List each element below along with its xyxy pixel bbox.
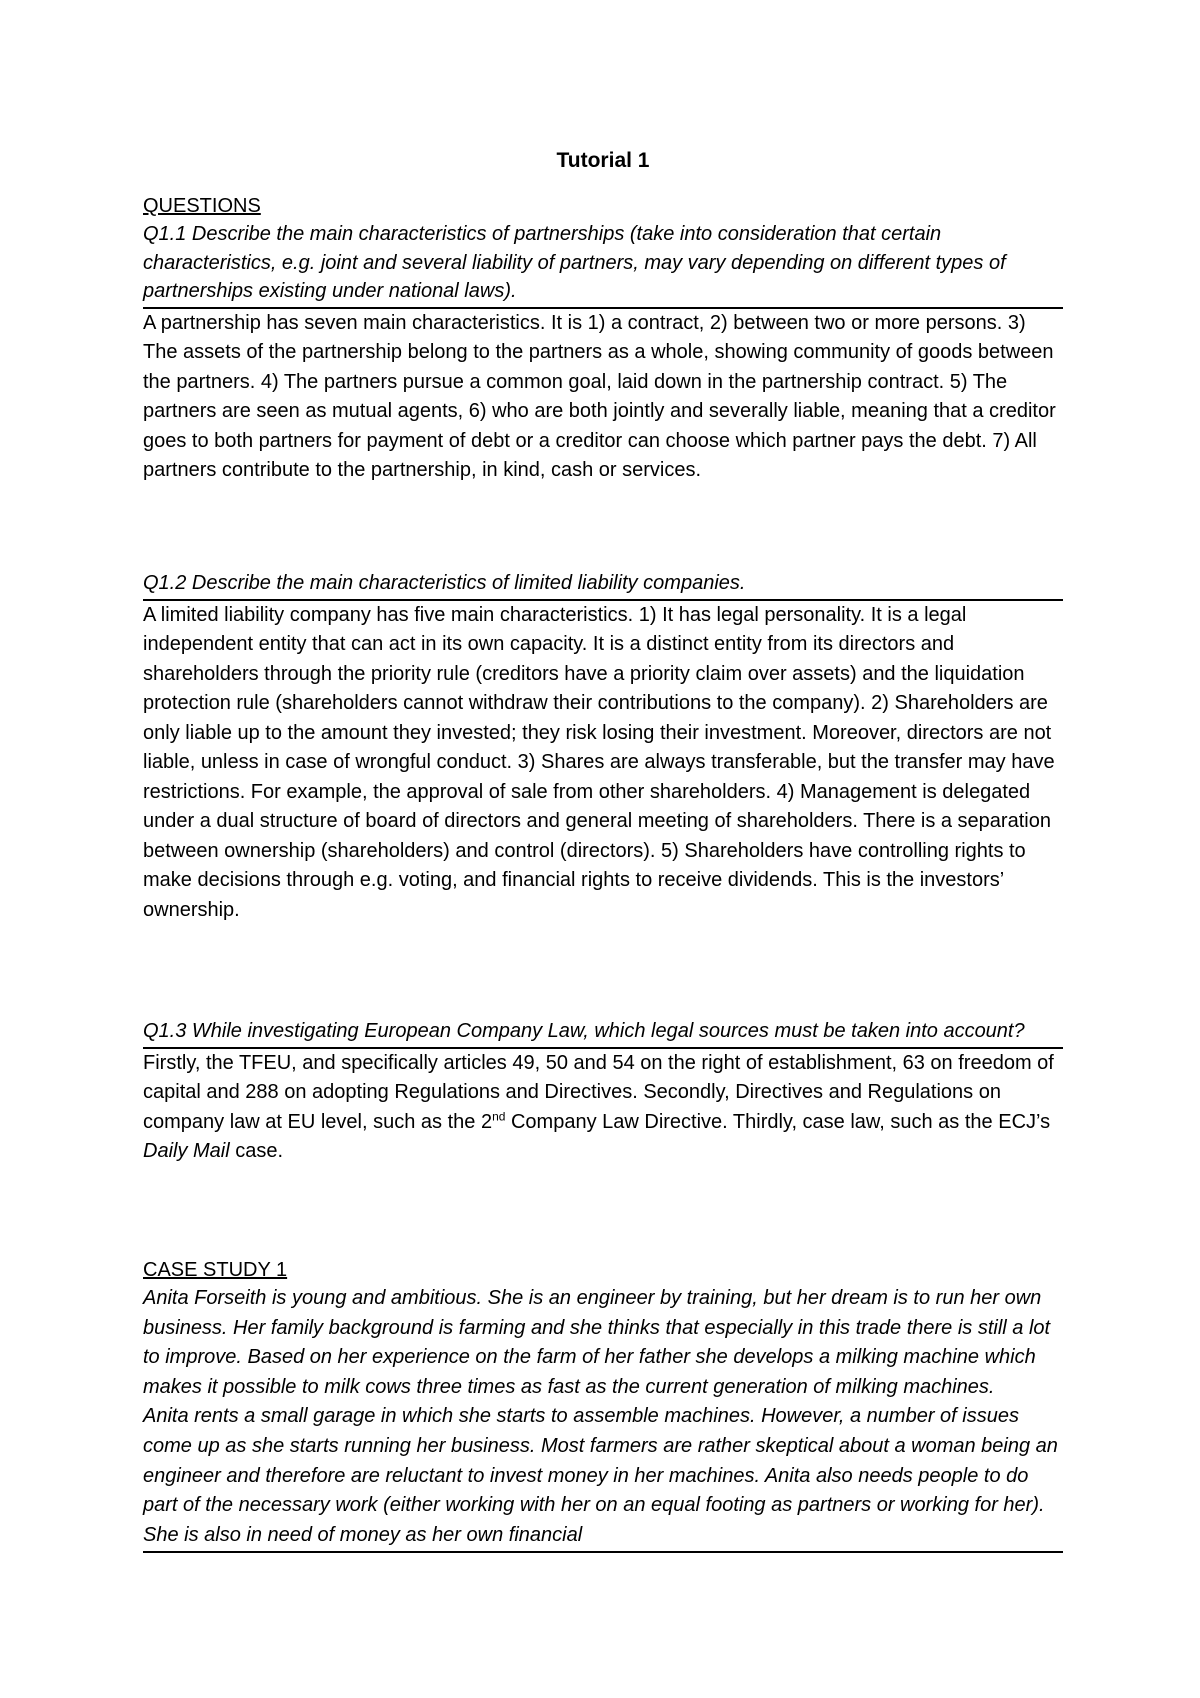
answer-q1-3-part1: Firstly, the TFEU, and specifically articles 49, 50 and 54 on the right of establishment, 63 on freedom of capital and 288 on adopting Regulations and Directives. Secondly, Directives and Regulations on company law at EU level, such as the 2 (143, 1051, 1054, 1133)
questions-heading: QUESTIONS (143, 195, 261, 217)
answer-q1-3-case-name: Daily Mail (143, 1140, 230, 1162)
question-q1-3-block (143, 1017, 1063, 1167)
answer-q1-1: A partnership has seven main characteristics. It is 1) a contract, 2) between two or more persons. 3) The assets of the partnership belong to the partners as a whole, showing community of goods between the partners. 4) The partners pursue a common goal, laid down in the partnership contract. 5) The partners are seen as mutual agents, 6) who are both jointly and severally liable, meaning that a creditor goes to both partners for payment of debt or a creditor can choose which partner pays the debt. 7) All partners contribute to the partnership, in kind, cash or services. (143, 311, 1056, 481)
question-q1-3: Q1.3 While investigating European Company Law, which legal sources must be taken into account? (143, 1017, 1063, 1049)
case-study-heading: CASE STUDY 1 (143, 1259, 288, 1281)
answer-q1-3-part3: case. (229, 1140, 284, 1162)
answer-q1-3-part2: Company Law Directive. Thirdly, case law, such as the ECJ’s (505, 1110, 1051, 1133)
question-q1-2: Q1.2 Describe the main characteristics of limited liability companies. (143, 569, 1063, 601)
answer-q1-2: A limited liability company has five main characteristics. 1) It has legal personality. It is a legal independent entity that can act in its own capacity. It is a distinct entity from its directors and shareholders through the priority rule (creditors have a priority claim over assets) and the liquidation protection rule (shareholders cannot withdraw their contributions to the company). 2) Shareholders are only liable up to the amount they invested; they risk losing their investment. Moreover, directors are not liable, unless in case of wrongful conduct. 3) Shares are always transferable, but the transfer may have restrictions. For example, the approval of sale from other shareholders. 4) Management is delegated under a dual structure of board of directors and general meeting of shareholders. There is a separation between ownership (shareholders) and control (directors). 5) Shareholders have controlling rights to make decisions through e.g. voting, and financial rights to receive dividends. This is the investors’ ownership. (143, 603, 1055, 921)
answer-q1-3-superscript: nd (492, 1108, 506, 1123)
document-title: Tutorial 1 (556, 149, 650, 172)
question-q1-2-block (143, 569, 1063, 925)
case-study-section (143, 1256, 1063, 1553)
question-q1-1: Q1.1 Describe the main characteristics of partnerships (take into consideration that certain characteristics, e.g. joint and several liability of partners, may vary depending on different types of partnerships existing under national laws). (143, 220, 1063, 309)
questions-section (143, 192, 1063, 486)
answer-q1-3 (143, 1049, 1063, 1167)
case-study-paragraph-2: Anita rents a small garage in which she starts to assemble machines. However, a number of issues come up as she starts running her business. Most farmers are rather skeptical about a woman being an engineer and therefore are reluctant to invest money in her machines. Anita also needs people to do part of the necessary work (either working with her on an equal footing as partners or working for her). She is also in need of money as her own financial (143, 1402, 1063, 1553)
case-study-paragraph-1: Anita Forseith is young and ambitious. She is an engineer by training, but her dream is to run her own business. Her family background is farming and she thinks that especially in this trade there is still a lot to improve. Based on her experience on the farm of her father she develops a milking machine which makes it possible to milk cows three times as fast as the current generation of milking machines. (143, 1287, 1051, 1398)
